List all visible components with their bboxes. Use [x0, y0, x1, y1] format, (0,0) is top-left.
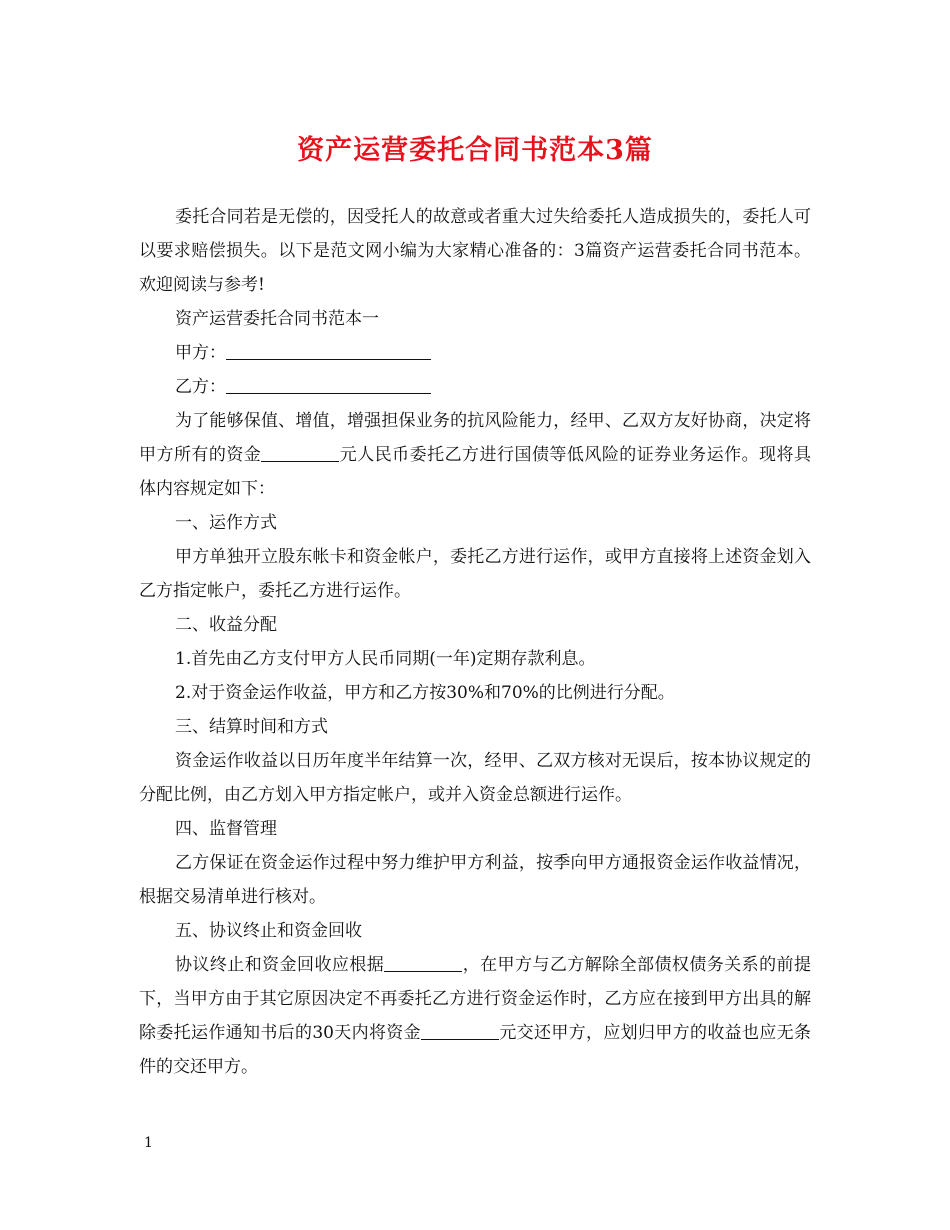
clause-5-title: 五、协议终止和资金回收 — [175, 921, 362, 941]
basis-blank — [384, 951, 462, 972]
clause-3-title: 三、结算时间和方式 — [175, 717, 328, 737]
party-b-line — [139, 370, 811, 404]
clause-3-body: 资金运作收益以日历年度半年结算一次，经甲、乙双方核对无误后，按本协议规定的分配比例，由乙方划入甲方指定帐户，或并入资金总额进行运作。 — [139, 751, 811, 805]
party-a-blank — [226, 339, 431, 360]
purpose-paragraph — [139, 404, 811, 506]
section-one-title: 资产运营委托合同书范本一 — [175, 309, 379, 329]
clause-5-body — [139, 948, 811, 1084]
clause-2-item-2: 2.对于资金运作收益，甲方和乙方按30%和70%的比例进行分配。 — [175, 683, 675, 703]
clause-4-body: 乙方保证在资金运作过程中努力维护甲方利益，按季向甲方通报资金运作收益情况，根据交易清单进行核对。 — [139, 853, 811, 907]
clause-5-text-1: 协议终止和资金回收应根据 — [175, 955, 385, 975]
party-b-blank — [226, 373, 431, 394]
document-title: 资产运营委托合同书范本3篇 — [297, 135, 653, 166]
clause-5-text-2: ，在甲方与乙方解除全部债权债务关系的前提下，当甲方由于其它原因决定不再委托乙方进行资金运作时，乙方应在接到甲方出具的解除委托运作通知书后的30天内将资金 — [139, 955, 811, 1043]
clause-1-title: 一、运作方式 — [175, 513, 277, 533]
purpose-text-1: 为了能够保值、增值，增强担保业务的抗风险能力，经甲、乙双方友好协商，决定将甲方所有的资金 — [139, 411, 811, 465]
clause-2-item-1: 1.首先由乙方支付甲方人民币同期(一年)定期存款利息。 — [175, 649, 596, 669]
clause-5-text-3: 元交还甲方，应划归甲方的收益也应无条件的交还甲方。 — [139, 1023, 811, 1077]
return-amount-blank — [421, 1019, 499, 1040]
clause-1-body: 甲方单独开立股东帐卡和资金帐户，委托乙方进行运作，或甲方直接将上述资金划入乙方指定帐户，委托乙方进行运作。 — [139, 547, 811, 601]
clause-4-title: 四、监督管理 — [175, 819, 277, 839]
party-a-line — [139, 336, 811, 370]
purpose-text-2: 元人民币委托乙方进行国债等低风险的证券业务运作。现将具体内容规定如下： — [139, 445, 812, 499]
page-number: 1 — [144, 1135, 153, 1151]
intro-paragraph: 委托合同若是无偿的，因受托人的故意或者重大过失给委托人造成损失的，委托人可以要求赔偿损失。以下是范文网小编为大家精心准备的：3篇资产运营委托合同书范本。欢迎阅读与参考! — [139, 207, 811, 295]
amount-blank — [261, 441, 339, 462]
clause-2-title: 二、收益分配 — [175, 615, 277, 635]
party-a-label: 甲方： — [175, 343, 226, 363]
document-body — [139, 200, 811, 1084]
party-b-label: 乙方： — [175, 377, 226, 397]
